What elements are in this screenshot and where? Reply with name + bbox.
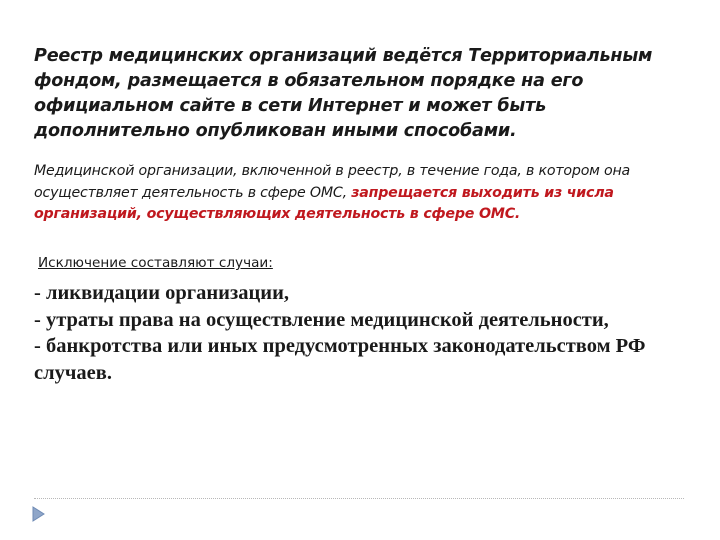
triangle-arrow-icon bbox=[30, 505, 48, 523]
exception-item: - ликвидации организации, bbox=[34, 282, 290, 304]
rule-text: Медицинской организации, включенной в реестр, в течение года, в котором она осуществляет деятельность в сфере ОМС, bbox=[34, 163, 631, 201]
rule-highlight: запрещается выходить из числа организаций, осуществляющих деятельность в сфере ОМС. bbox=[34, 184, 614, 222]
exception-item: - утраты права на осуществление медицинской деятельности, bbox=[34, 308, 609, 331]
exceptions-list bbox=[34, 280, 654, 386]
intro-paragraph: Реестр медицинских организаций ведётся Территориальным фондом, размещается в обязательном порядке на его официальном сайте в сети Интернет и может быть дополнительно опубликован иными способами. bbox=[34, 46, 653, 141]
exception-item: - банкротства или иных предусмотренных законодательством РФ случаев. bbox=[34, 335, 646, 384]
footer-divider bbox=[34, 498, 684, 499]
exceptions-label: Исключение составляют случаи: bbox=[38, 255, 273, 271]
rule-paragraph bbox=[34, 161, 694, 226]
